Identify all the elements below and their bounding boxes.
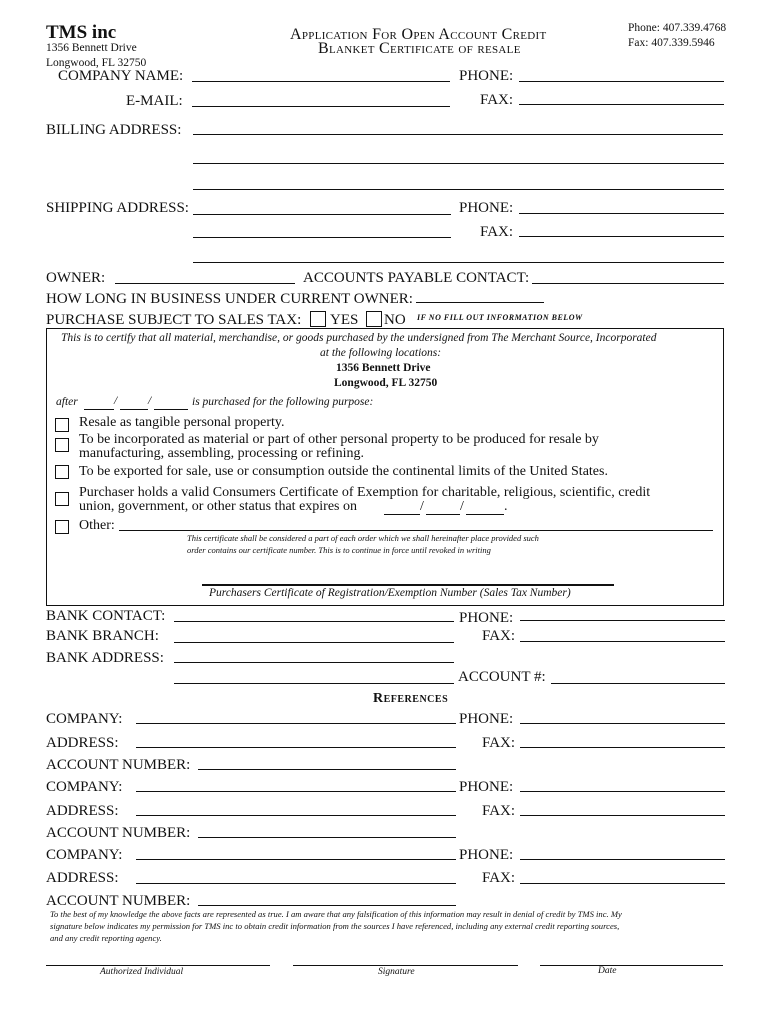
disclaimer-line-2: signature below indicates my permission for TMS inc to obtain credit information from the sources I have referenced, including any external credit reporting sources,: [50, 921, 620, 931]
bank-contact-field[interactable]: [174, 621, 454, 622]
signature-caption: Signature: [378, 967, 415, 977]
ref2-address-field[interactable]: [136, 815, 456, 816]
form-title-line1: Application For Open Account Credit: [290, 26, 547, 43]
ref3-address-field[interactable]: [136, 883, 456, 884]
phone-field[interactable]: [519, 81, 724, 82]
authorized-individual-caption: Authorized Individual: [100, 967, 184, 977]
bank-contact-label: BANK CONTACT:: [46, 608, 166, 624]
bank-phone-field[interactable]: [520, 620, 725, 621]
ref3-account-field[interactable]: [198, 905, 456, 906]
ref3-company-label: COMPANY:: [46, 847, 123, 863]
company-name-heading: TMS inc: [46, 22, 117, 43]
purpose-exemption-checkbox[interactable]: [55, 492, 69, 506]
ref1-address-field[interactable]: [136, 747, 456, 748]
ref1-company-field[interactable]: [136, 723, 456, 724]
purpose-other-field[interactable]: [119, 530, 713, 531]
billing-address-field-3[interactable]: [193, 189, 724, 190]
bank-address-field-1[interactable]: [174, 662, 454, 663]
certificate-note-2: order contains our certificate number. This is to continue in force until revoked in writing: [187, 545, 491, 555]
billing-address-field-2[interactable]: [193, 163, 724, 164]
ref2-phone-field[interactable]: [520, 791, 725, 792]
ref3-address-label: ADDRESS:: [46, 870, 119, 886]
shipping-address-field-2[interactable]: [193, 237, 451, 238]
bank-branch-field[interactable]: [174, 642, 454, 643]
authorized-individual-field[interactable]: [46, 965, 270, 966]
purpose-resale-label: Resale as tangible personal property.: [79, 415, 285, 430]
ref2-phone-label: PHONE:: [459, 779, 514, 795]
sales-tax-label: PURCHASE SUBJECT TO SALES TAX:: [46, 312, 302, 328]
email-label: E-MAIL:: [126, 93, 183, 109]
ref1-phone-field[interactable]: [520, 723, 725, 724]
ref1-company-label: COMPANY:: [46, 711, 123, 727]
ref3-phone-field[interactable]: [520, 859, 725, 860]
after-label: after: [56, 396, 78, 408]
how-long-field[interactable]: [416, 302, 544, 303]
after-month-field[interactable]: [84, 409, 114, 410]
company-city: Longwood, FL 32750: [46, 57, 147, 69]
purpose-other-checkbox[interactable]: [55, 520, 69, 534]
purpose-exemption-label-2: union, government, or other status that expires on: [79, 499, 357, 514]
ref2-account-label: ACCOUNT NUMBER:: [46, 825, 191, 841]
registration-number-caption: Purchasers Certificate of Registration/Exemption Number (Sales Tax Number): [209, 587, 571, 599]
shipping-fax-label: FAX:: [480, 224, 514, 240]
purpose-exemption-label-1: Purchaser holds a valid Consumers Certificate of Exemption for charitable, religious, scientific, credit: [79, 485, 651, 500]
fax-field[interactable]: [519, 104, 724, 105]
ref3-company-field[interactable]: [136, 859, 456, 860]
if-no-note: IF NO FILL OUT INFORMATION BELOW: [417, 313, 583, 322]
bank-branch-label: BANK BRANCH:: [46, 628, 159, 644]
expires-year-field[interactable]: [466, 514, 504, 515]
bank-address-field-2[interactable]: [174, 683, 454, 684]
purpose-incorporated-checkbox[interactable]: [55, 438, 69, 452]
date-field[interactable]: [540, 965, 723, 966]
ref2-address-label: ADDRESS:: [46, 803, 119, 819]
date-caption: Date: [598, 966, 617, 976]
owner-label: OWNER:: [46, 270, 106, 286]
company-name-field[interactable]: [192, 81, 450, 82]
shipping-fax-field[interactable]: [519, 236, 724, 237]
certificate-intro-1: This is to certify that all material, merchandise, or goods purchased by the undersigned from The Merchant Source, Incorporated: [61, 332, 657, 344]
ref1-fax-label: FAX:: [482, 735, 516, 751]
signature-field[interactable]: [293, 965, 518, 966]
sales-tax-yes-checkbox[interactable]: [310, 311, 326, 327]
disclaimer-line-1: To the best of my knowledge the above facts are represented as true. I am aware that any falsification of this information may result in denial of credit by TMS inc. My: [50, 909, 622, 919]
sales-tax-no-label: NO: [384, 312, 406, 328]
sales-tax-yes-label: YES: [330, 312, 359, 328]
purpose-incorporated-label-1: To be incorporated as material or part of other personal property to be produced for resale by: [79, 432, 599, 447]
ref2-company-field[interactable]: [136, 791, 456, 792]
company-street: 1356 Bennett Drive: [46, 42, 137, 54]
bank-address-label: BANK ADDRESS:: [46, 650, 164, 666]
certificate-address-1: 1356 Bennett Drive: [336, 362, 431, 374]
email-field[interactable]: [192, 106, 450, 107]
ref3-fax-label: FAX:: [482, 870, 516, 886]
ref1-account-field[interactable]: [198, 769, 456, 770]
ref2-fax-label: FAX:: [482, 803, 516, 819]
shipping-address-field-3[interactable]: [193, 262, 724, 263]
header-fax: Fax: 407.339.5946: [628, 37, 715, 49]
purpose-other-label: Other:: [79, 518, 115, 533]
ref2-account-field[interactable]: [198, 837, 456, 838]
references-heading: References: [373, 691, 449, 706]
bank-fax-label: FAX:: [482, 628, 516, 644]
purpose-export-label: To be exported for sale, use or consumption outside the continental limits of the United States.: [79, 464, 608, 479]
ref1-address-label: ADDRESS:: [46, 735, 119, 751]
after-year-field[interactable]: [154, 409, 188, 410]
shipping-phone-label: PHONE:: [459, 200, 514, 216]
phone-label: PHONE:: [459, 68, 514, 84]
owner-field[interactable]: [115, 283, 295, 284]
ref3-account-label: ACCOUNT NUMBER:: [46, 893, 191, 909]
ap-contact-label: ACCOUNTS PAYABLE CONTACT:: [303, 270, 530, 286]
ref1-phone-label: PHONE:: [459, 711, 514, 727]
account-number-label: ACCOUNT #:: [458, 669, 546, 685]
purpose-export-checkbox[interactable]: [55, 465, 69, 479]
shipping-address-label: SHIPPING ADDRESS:: [46, 200, 189, 216]
after-day-field[interactable]: [120, 409, 148, 410]
after-suffix: is purchased for the following purpose:: [192, 396, 374, 408]
purpose-incorporated-label-2: manufacturing, assembling, processing or refining.: [79, 446, 364, 461]
certificate-note-1: This certificate shall be considered a part of each order which we shall hereinafter place provided such: [187, 533, 539, 543]
ref1-account-label: ACCOUNT NUMBER:: [46, 757, 191, 773]
ref2-company-label: COMPANY:: [46, 779, 123, 795]
ref2-fax-field[interactable]: [520, 815, 725, 816]
bank-phone-label: PHONE:: [459, 610, 514, 626]
ref1-fax-field[interactable]: [520, 747, 725, 748]
header-phone: Phone: 407.339.4768: [628, 22, 727, 34]
form-title-line2: Blanket Certificate of resale: [318, 40, 521, 57]
ref3-fax-field[interactable]: [520, 883, 725, 884]
expires-day-field[interactable]: [426, 514, 460, 515]
certificate-intro-2: at the following locations:: [320, 347, 442, 359]
billing-address-field-1[interactable]: [193, 134, 723, 135]
sales-tax-no-checkbox[interactable]: [366, 311, 382, 327]
certificate-address-2: Longwood, FL 32750: [334, 377, 438, 389]
registration-number-field[interactable]: [202, 584, 614, 586]
purpose-resale-checkbox[interactable]: [55, 418, 69, 432]
shipping-address-field-1[interactable]: [193, 214, 451, 215]
expires-month-field[interactable]: [384, 514, 420, 515]
shipping-phone-field[interactable]: [519, 213, 724, 214]
fax-label: FAX:: [480, 92, 514, 108]
bank-fax-field[interactable]: [520, 641, 725, 642]
account-number-field[interactable]: [551, 683, 725, 684]
ap-contact-field[interactable]: [532, 283, 724, 284]
ref3-phone-label: PHONE:: [459, 847, 514, 863]
company-name-label: COMPANY NAME:: [58, 68, 184, 84]
how-long-label: HOW LONG IN BUSINESS UNDER CURRENT OWNER:: [46, 291, 413, 307]
disclaimer-line-3: and any credit reporting agency.: [50, 933, 162, 943]
billing-address-label: BILLING ADDRESS:: [46, 122, 182, 138]
